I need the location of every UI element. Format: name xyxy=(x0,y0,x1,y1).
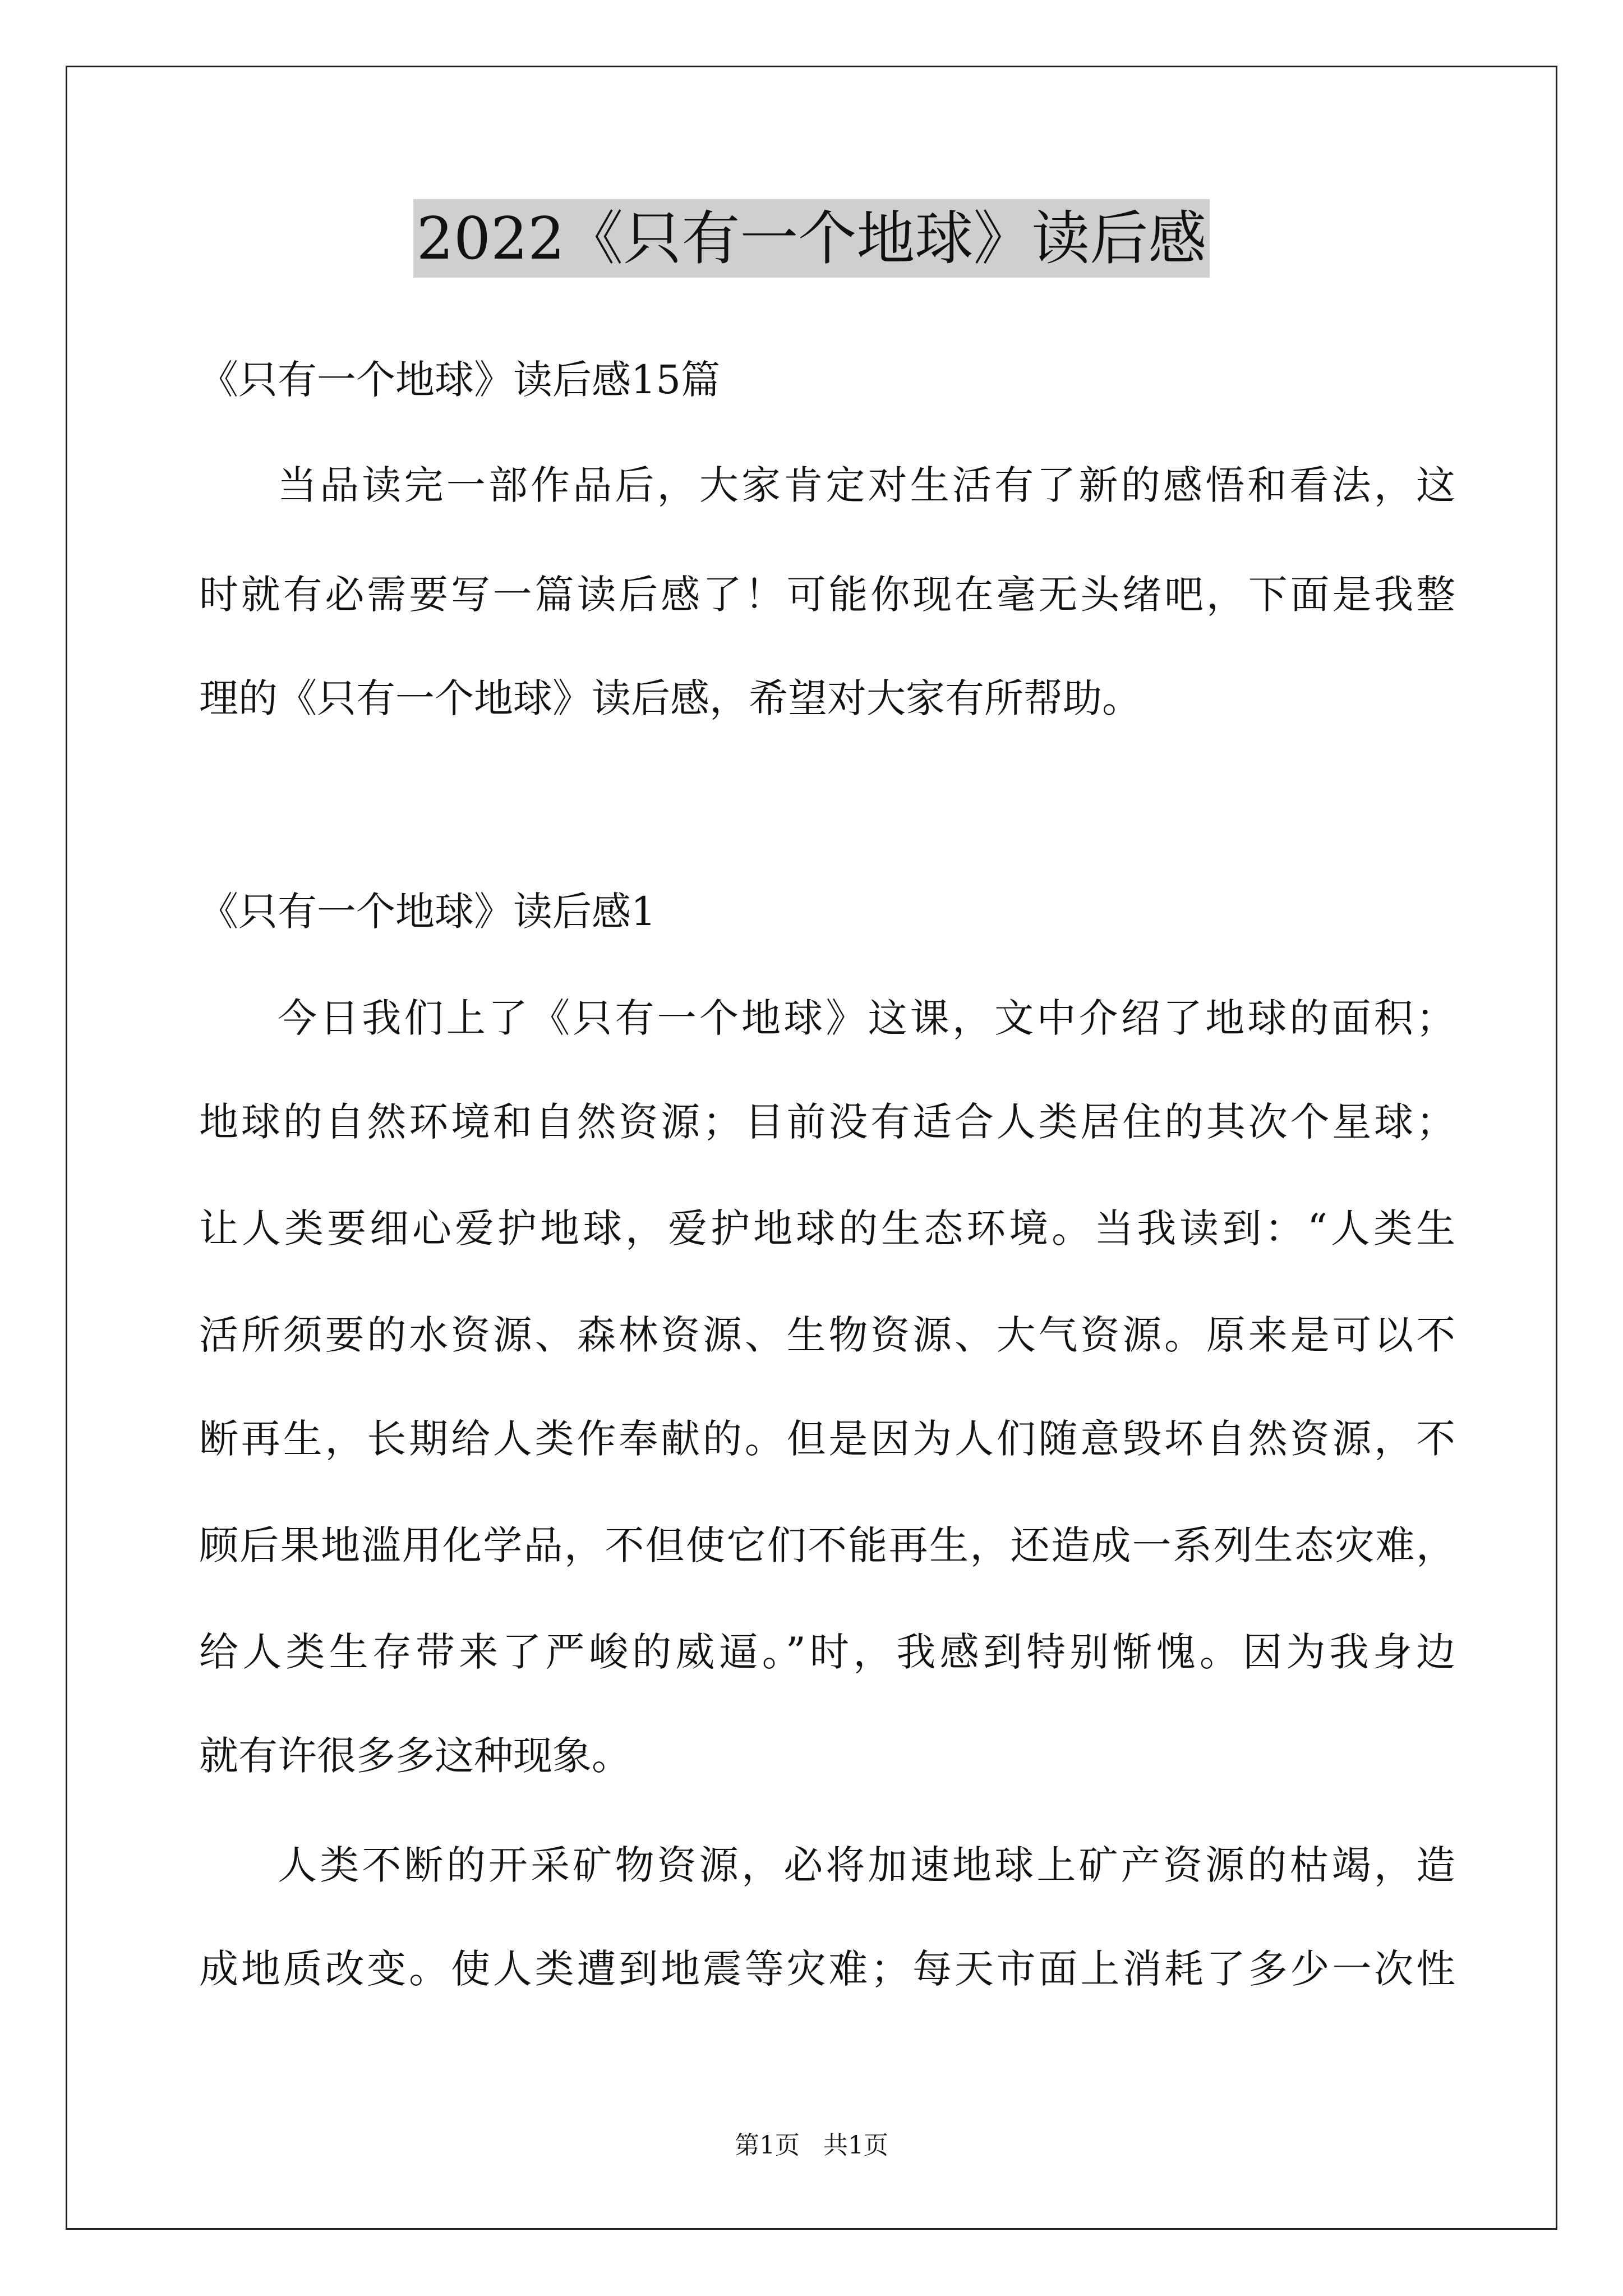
paragraph-line: 成地质改变。使人类遭到地震等灾难；每天市面上消耗了多少一次性 xyxy=(199,1946,1455,1992)
paragraph-line: 理的《只有一个地球》读后感，希望对大家有所帮助。 xyxy=(199,675,1141,721)
document-title: 2022《只有一个地球》读后感 xyxy=(413,199,1210,278)
paragraph-line: 当品读完一部作品后，大家肯定对生活有了新的感悟和看法，这 xyxy=(278,462,1455,508)
paragraph-line: 顾后果地滥用化学品，不但使它们不能再生，还造成一系列生态灾难， xyxy=(199,1522,1455,1568)
paragraph-line: 活所须要的水资源、森林资源、生物资源、大气资源。原来是可以不 xyxy=(199,1312,1455,1358)
paragraph-line: 给人类生存带来了严峻的威逼。”时，我感到特别惭愧。因为我身边 xyxy=(199,1629,1455,1675)
page-footer: 第1页 共1页 xyxy=(735,2131,888,2160)
title-container xyxy=(0,199,1623,278)
subtitle-line: 《只有一个地球》读后感15篇 xyxy=(199,357,721,403)
paragraph-line: 人类不断的开采矿物资源，必将加速地球上矿产资源的枯竭，造 xyxy=(278,1842,1455,1888)
paragraph-line: 让人类要细心爱护地球，爱护地球的生态环境。当我读到：“人类生 xyxy=(199,1205,1455,1251)
paragraph-line: 断再生，长期给人类作奉献的。但是因为人们随意毁坏自然资源，不 xyxy=(199,1416,1455,1462)
paragraph-line: 今日我们上了《只有一个地球》这课，文中介绍了地球的面积； xyxy=(278,995,1455,1041)
section-heading: 《只有一个地球》读后感1 xyxy=(199,889,656,935)
paragraph-line: 地球的自然环境和自然资源；目前没有适合人类居住的其次个星球； xyxy=(199,1099,1455,1145)
paragraph-line: 时就有必需要写一篇读后感了！可能你现在毫无头绪吧，下面是我整 xyxy=(199,572,1455,618)
paragraph-line: 就有许很多多这种现象。 xyxy=(199,1733,631,1779)
